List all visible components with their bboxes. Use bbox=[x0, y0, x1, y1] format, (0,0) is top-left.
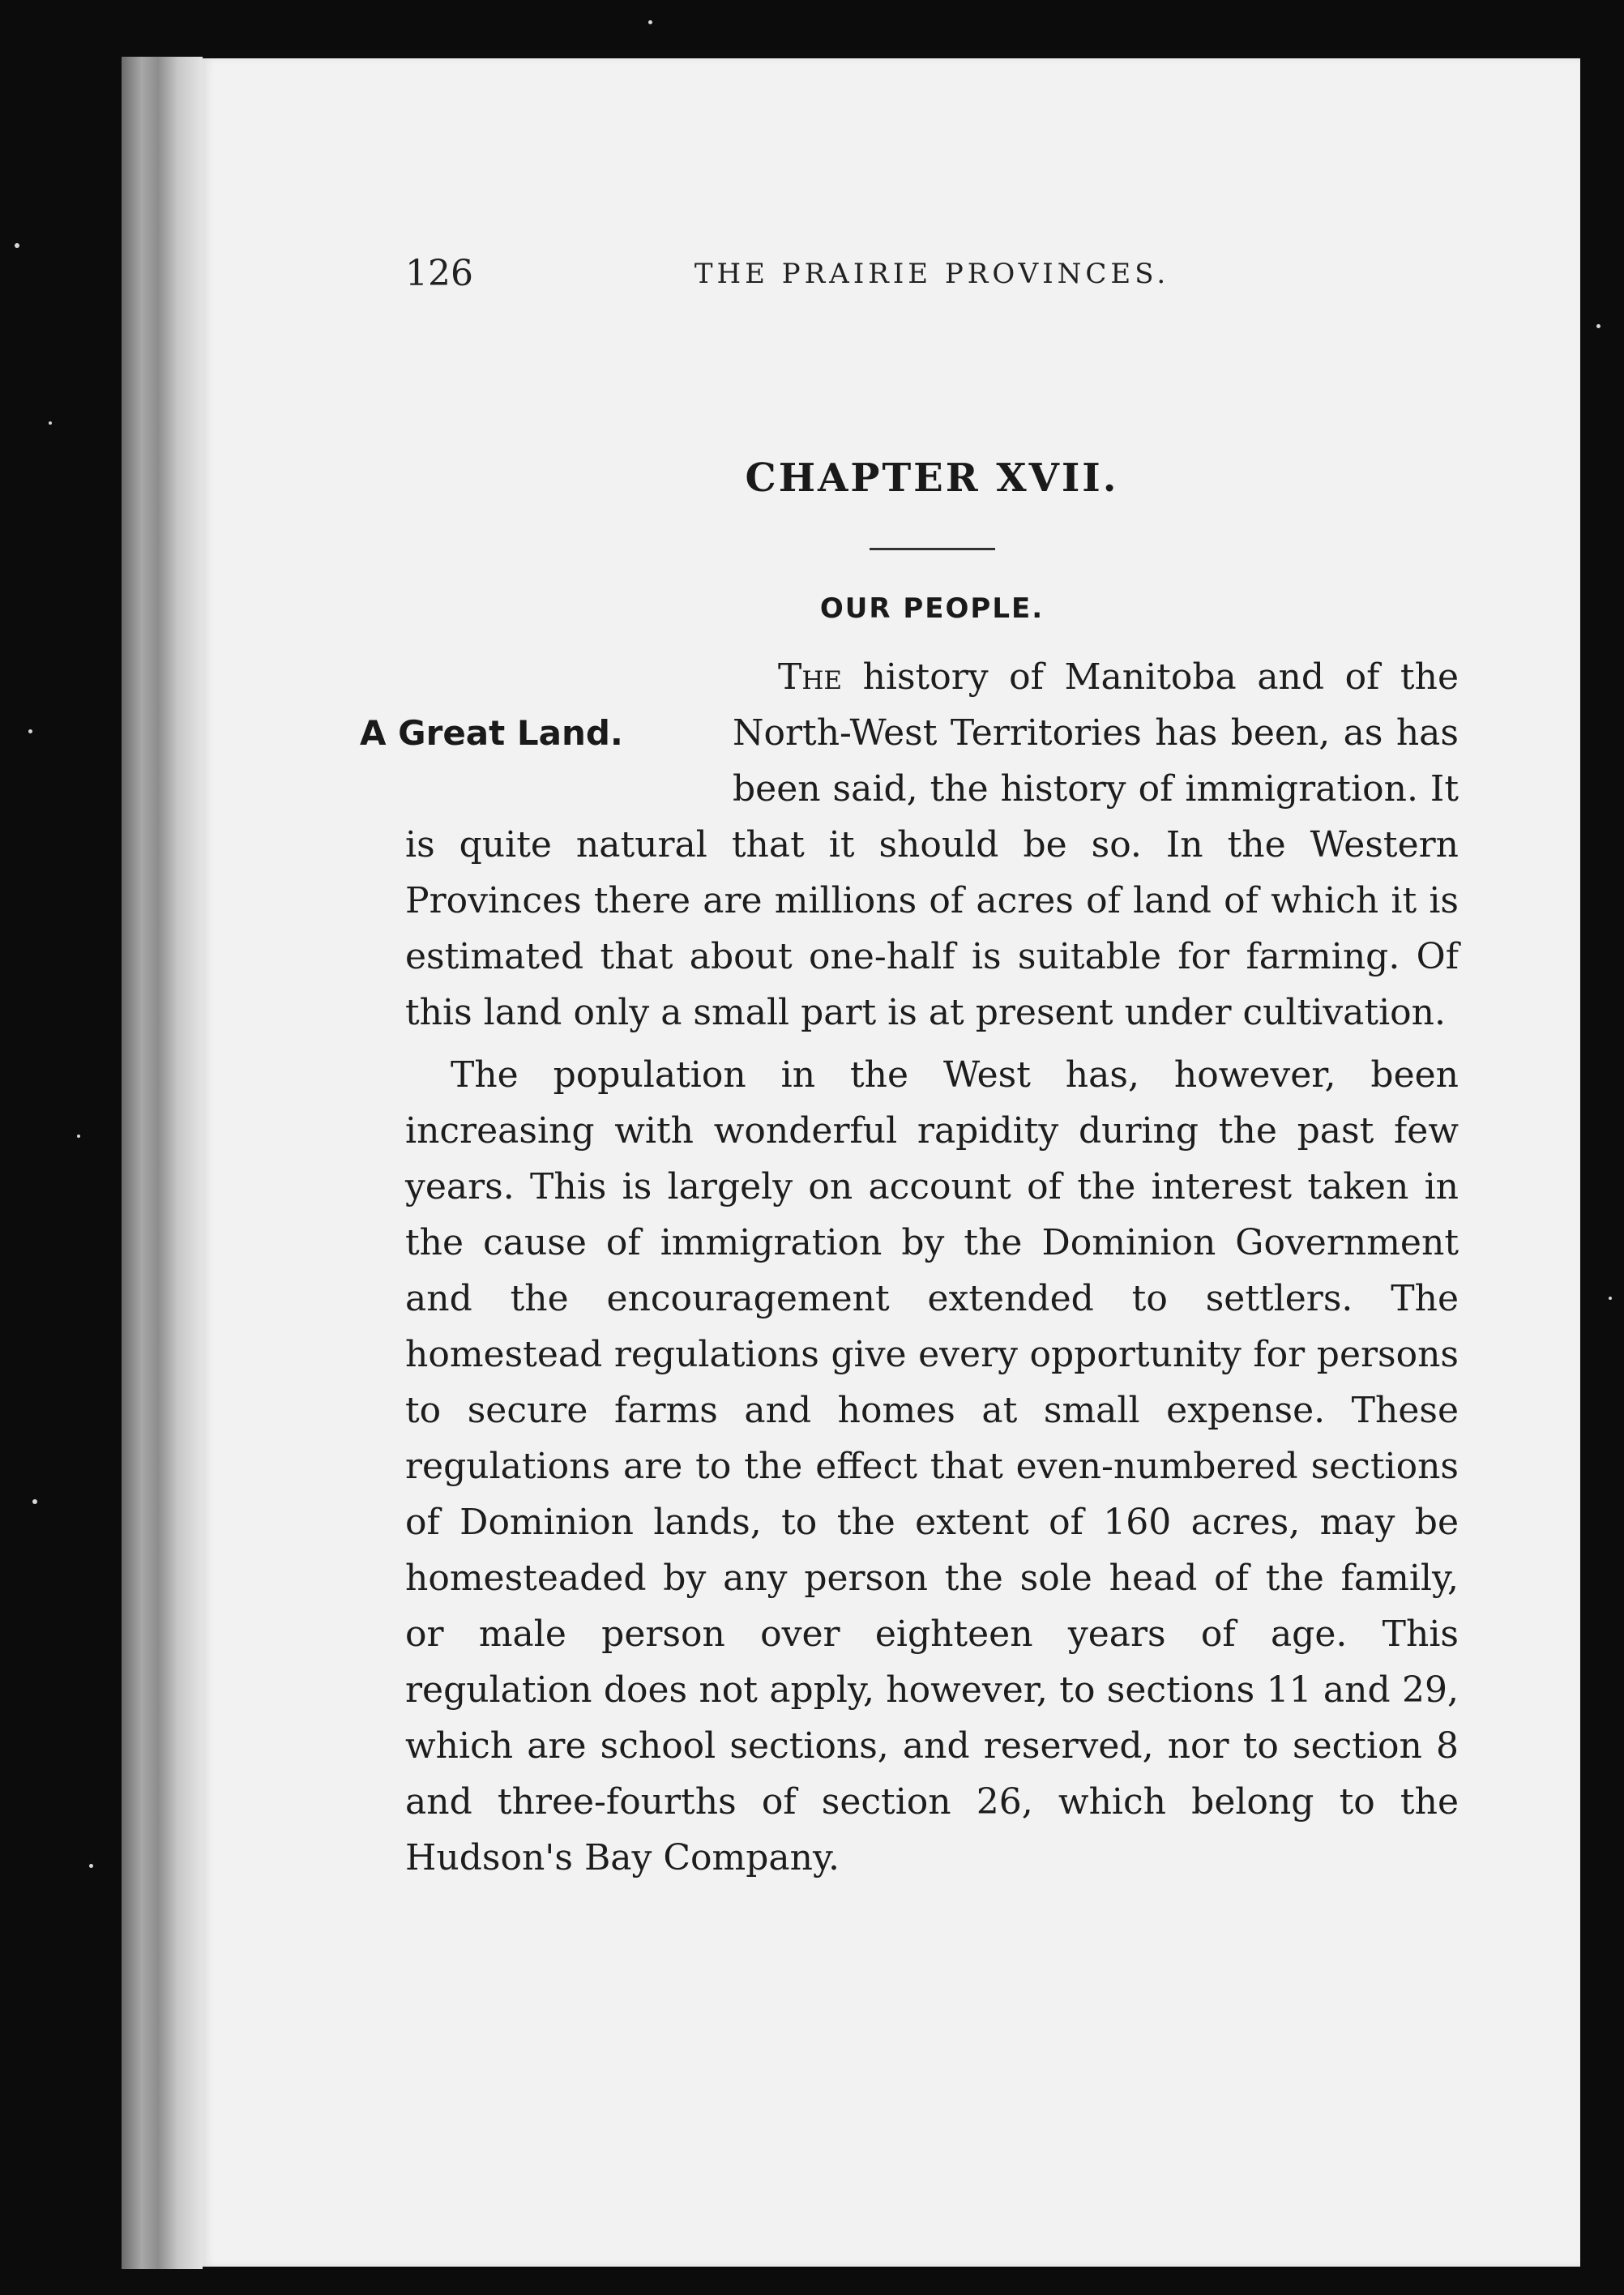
margin-sidenote: A Great Land. bbox=[360, 713, 623, 753]
paragraph-1-text: history of Manitoba and of the North-West Territories has been, as has been said, the history of immigration. It is quite natural that it should be so. In the Western Provinces there are millions of acres of land of which it is estimated that about one-half is suitable for farming. Of this land only a small part is at present under cultivation. bbox=[405, 656, 1459, 1033]
page-number: 126 bbox=[405, 253, 473, 294]
chapter-subtitle: OUR PEOPLE. bbox=[819, 592, 1045, 625]
book-page bbox=[203, 58, 1580, 2267]
page-content bbox=[360, 253, 1459, 1886]
paragraph-2: The population in the West has, however, been increasing with wonderful rapidity during the past few years. This is largely on account of the interest taken in the cause of immigration by the Dominion Government and the encouragement extended to settlers. The homestead regulations give every opportunity for persons to secure farms and homes at small expense. These regulations are to the effect that even-numbered sections of Dominion lands, to the extent of 160 acres, may be homesteaded by any person the sole head of the family, or male person over eighteen years of age. This regulation does not apply, however, to sections 11 and 29, which are school sections, and reserved, nor to section 8 and three-fourths of section 26, which belong to the Hudson's Bay Company. bbox=[405, 1054, 1459, 1878]
book-spine-edge bbox=[122, 57, 203, 2269]
heading-rule bbox=[870, 548, 995, 550]
chapter-heading: CHAPTER XVII. bbox=[745, 455, 1119, 501]
running-header bbox=[405, 253, 1459, 318]
paragraph-1-lead: The bbox=[778, 656, 843, 698]
paragraph-1 bbox=[360, 649, 1459, 1041]
running-title: THE PRAIRIE PROVINCES. bbox=[694, 258, 1170, 290]
